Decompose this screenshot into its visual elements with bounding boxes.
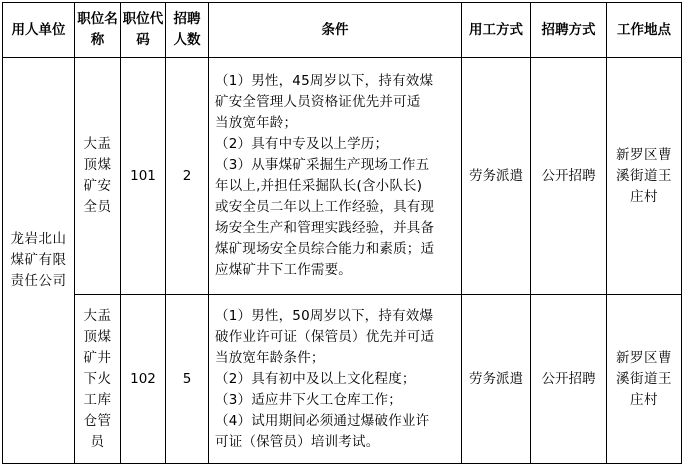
condition-line: 煤矿现场安全员综合能力和素质；适: [215, 241, 435, 257]
header-conditions: 条件: [209, 3, 462, 58]
header-row: [3, 3, 682, 58]
table-row: [3, 58, 682, 295]
position-code-cell: 102: [121, 295, 166, 464]
employment-type-cell: 劳务派遣: [462, 295, 531, 464]
recruit-method-cell: 公开招聘: [531, 295, 607, 464]
condition-line: 年以上,并担任采掘队长(含小队长): [215, 178, 423, 194]
condition-line: 场安全生产和管理实践经验，并具备: [215, 220, 435, 236]
count-cell: 5: [166, 295, 209, 464]
conditions-list: [209, 304, 461, 455]
unit-name: 龙岩北山煤矿有限责任公司: [10, 231, 67, 289]
position-name-cell: 大盂顶煤矿井下火工库仓管员: [75, 295, 121, 464]
condition-line: 当放宽年龄；: [215, 115, 298, 131]
employment-type-cell: 劳务派遣: [462, 58, 531, 295]
position-code-cell: 101: [121, 58, 166, 295]
table-row: [3, 295, 682, 464]
condition-line: （2）具有中专及以上学历；: [215, 136, 389, 152]
condition-line: 或安全员二年以上工作经验，具有现: [215, 199, 435, 215]
condition-line: 应煤矿井下工作需要。: [215, 262, 352, 278]
condition-line: 当放宽年龄条件；: [215, 349, 325, 366]
condition-line: （1）男性，50周岁以下，持有效爆: [215, 307, 434, 324]
condition-line: 可证（保管员）培训考试。: [215, 433, 380, 450]
header-position-name: 职位名称: [75, 3, 121, 58]
recruit-method-cell: 公开招聘: [531, 58, 607, 295]
condition-line: 矿安全管理人员资格证优先并可适: [215, 94, 421, 110]
header-count: 招聘人数: [166, 3, 209, 58]
conditions-cell: [209, 295, 462, 464]
location-cell: 新罗区曹溪街道王庄村: [607, 58, 682, 295]
conditions-list: [209, 69, 461, 283]
condition-line: （3）适应井下火工仓库工作；: [215, 391, 402, 408]
condition-line: （1）男性，45周岁以下，持有效煤: [215, 73, 434, 89]
location-cell: 新罗区曹溪街道王庄村: [607, 295, 682, 464]
condition-line: （4）试用期间必须通过爆破作业许: [215, 412, 430, 429]
conditions-cell: [209, 58, 462, 295]
condition-line: （2）具有初中及以上文化程度；: [215, 370, 416, 387]
header-employment-type: 用工方式: [462, 3, 531, 58]
condition-line: （3）从事煤矿采掘生产现场工作五: [215, 157, 430, 173]
header-position-code: 职位代码: [121, 3, 166, 58]
header-recruit-method: 招聘方式: [531, 3, 607, 58]
unit-cell: [3, 58, 75, 464]
count-cell: 2: [166, 58, 209, 295]
header-location: 工作地点: [607, 3, 682, 58]
recruitment-table: [2, 2, 682, 464]
condition-line: 破作业许可证（保管员）优先并可适: [215, 328, 435, 345]
position-name-cell: 大盂顶煤矿安全员: [75, 58, 121, 295]
header-unit: 用人单位: [3, 3, 75, 58]
